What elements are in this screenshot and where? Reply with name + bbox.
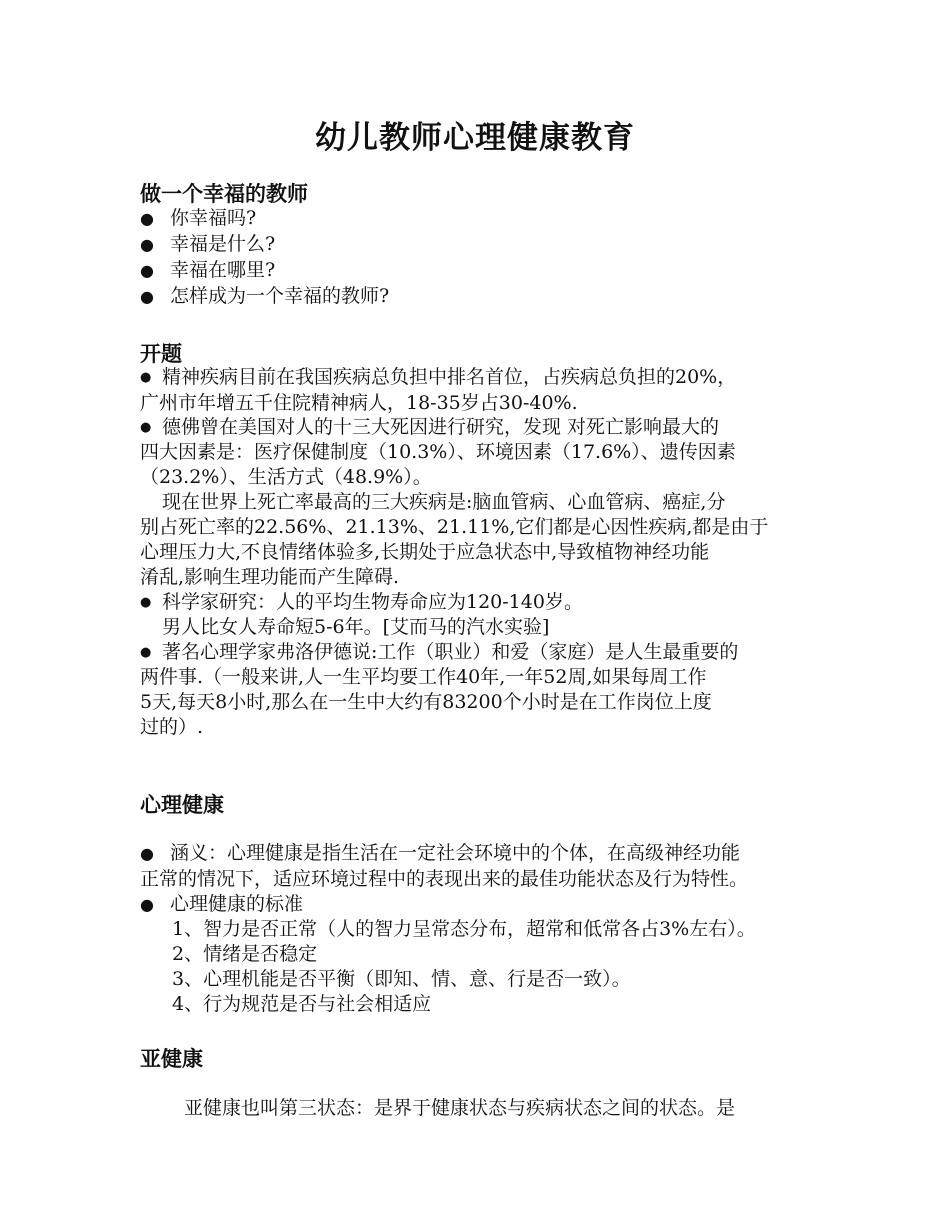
section-heading-opening: 开题	[140, 342, 182, 366]
bullet-icon: ●	[140, 261, 154, 280]
bullet-icon: ●	[140, 844, 154, 863]
paragraph-line: 淆乱,影响生理功能而产生障碍.	[140, 566, 400, 588]
paragraph-line: ● 德佛曾在美国对人的十三大死因进行研究，发现 对死亡影响最大的	[140, 414, 719, 441]
section-heading-mental-health: 心理健康	[140, 793, 224, 817]
bullet-icon: ●	[140, 895, 154, 914]
paragraph-line: 两件事.（一般来讲,人一生平均要工作40年,一年52周,如果每周工作	[140, 666, 707, 688]
list-item	[140, 283, 389, 310]
paragraph-line: ● 心理健康的标准	[140, 891, 303, 918]
list-item	[140, 231, 275, 258]
paragraph-line: 亚健康也叫第三状态：是界于健康状态与疾病状态之间的状态。是	[184, 1097, 736, 1119]
list-item-text: 你幸福吗?	[170, 207, 257, 229]
list-item	[140, 257, 275, 284]
paragraph-line: 现在世界上死亡率最高的三大疾病是:脑血管病、心血管病、癌症,分	[162, 491, 726, 513]
paragraph-line: 1、智力是否正常（人的智力呈常态分布，超常和低常各占3%左右）。	[172, 918, 756, 940]
paragraph-line: 男人比女人寿命短5-6年。[艾而马的汽水实验]	[162, 616, 550, 638]
paragraph-line: 正常的情况下，适应环境过程中的表现出来的最佳功能状态及行为特性。	[140, 868, 749, 890]
paragraph-line: ● 精神疾病目前在我国疾病总负担中排名首位，占疾病总负担的20%，	[140, 364, 736, 391]
bullet-icon: ●	[140, 287, 154, 306]
paragraph-line: 广州市年增五千住院精神病人，18-35岁占30-40%.	[140, 392, 578, 414]
paragraph-line: （23.2%）、生活方式（48.9%）。	[140, 466, 432, 488]
paragraph-line: ● 科学家研究：人的平均生物寿命应为120-140岁。	[140, 589, 583, 616]
paragraph-line: 别占死亡率的22.56%、21.13%、21.11%,它们都是心因性疾病,都是由于	[140, 516, 769, 538]
paragraph-line: 5天,每天8小时,那么在一生中大约有83200个小时是在工作岗位上度	[140, 691, 712, 713]
bullet-icon: ●	[140, 235, 154, 254]
list-item	[140, 205, 256, 232]
bullet-icon: ●	[140, 420, 152, 435]
list-item-text: 幸福是什么?	[170, 233, 276, 255]
list-item-text: 幸福在哪里?	[170, 259, 276, 281]
paragraph-line: 2、情绪是否稳定	[172, 943, 318, 965]
paragraph-line: ● 涵义：心理健康是指生活在一定社会环境中的个体，在高级神经功能	[140, 840, 740, 867]
paragraph-line: 过的）.	[140, 716, 204, 738]
bullet-icon: ●	[140, 370, 152, 385]
list-item-text: 怎样成为一个幸福的教师?	[170, 285, 390, 307]
paragraph-line: 4、行为规范是否与社会相适应	[172, 993, 432, 1015]
section-heading-happy: 做一个幸福的教师	[140, 182, 308, 206]
paragraph-line: ● 著名心理学家弗洛伊德说:工作（职业）和爱（家庭）是人生最重要的	[140, 639, 738, 666]
page-title: 幼儿教师心理健康教育	[315, 120, 635, 156]
bullet-icon: ●	[140, 209, 154, 228]
paragraph-line: 心理压力大,不良情绪体验多,长期处于应急状态中,导致植物神经功能	[140, 541, 710, 563]
section-heading-subhealth: 亚健康	[140, 1047, 203, 1071]
bullet-icon: ●	[140, 645, 152, 660]
bullet-icon: ●	[140, 595, 152, 610]
paragraph-line: 3、心理机能是否平衡（即知、情、意、行是否一致）。	[172, 968, 631, 990]
paragraph-line: 四大因素是：医疗保健制度（10.3%）、环境因素（17.6%）、遗传因素	[140, 441, 736, 463]
